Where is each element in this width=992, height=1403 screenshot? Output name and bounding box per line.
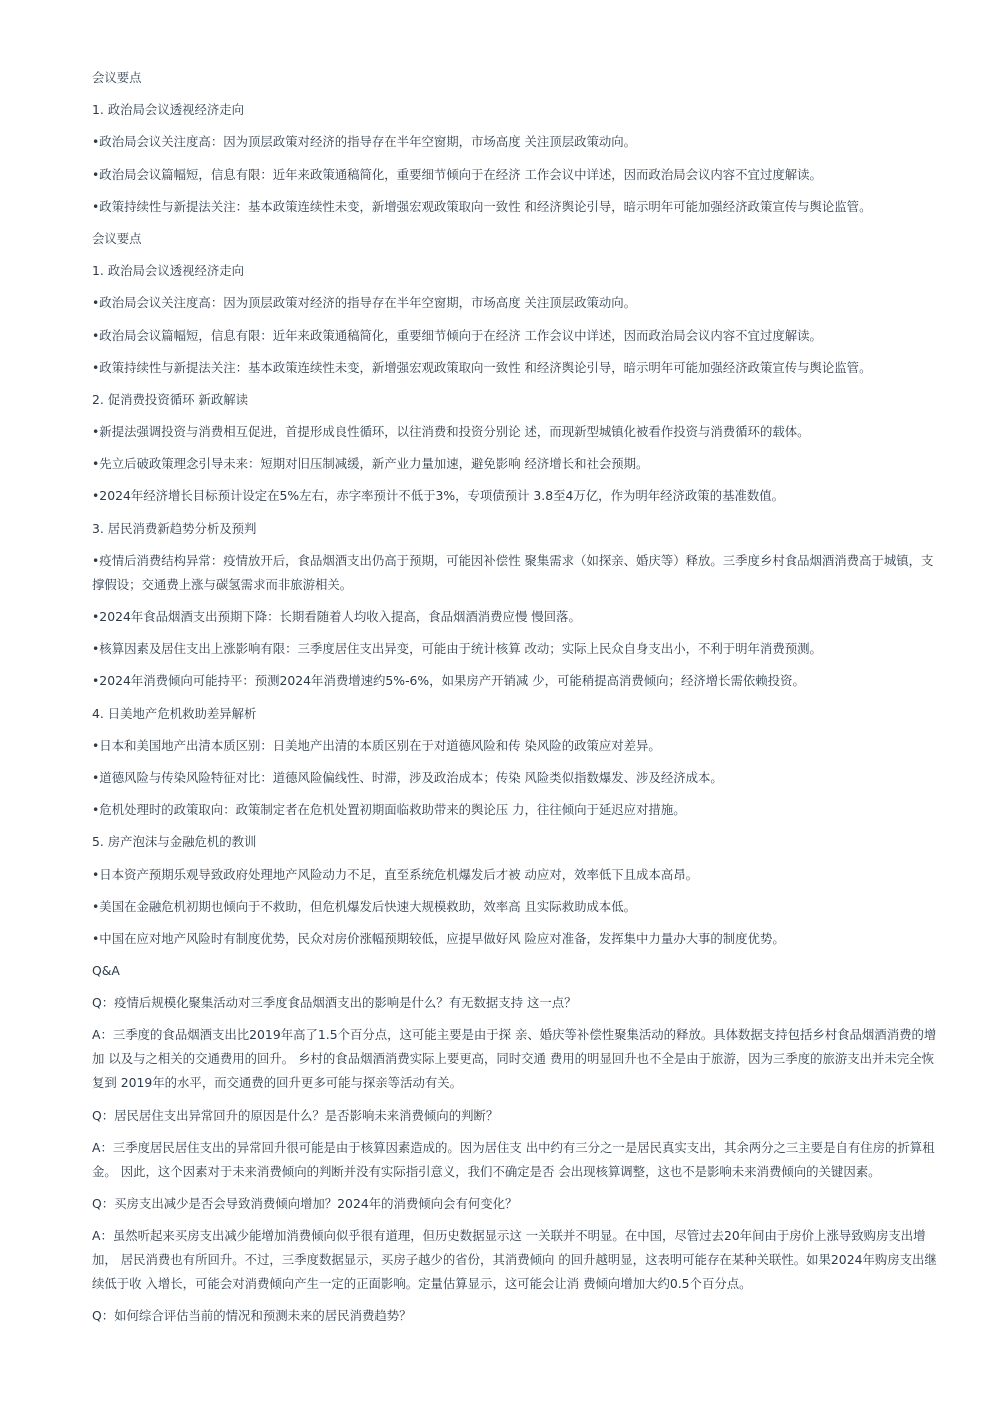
- bullet-item: •政治局会议关注度高：因为顶层政策对经济的指导存在半年空窗期，市场高度 关注顶层政策动向。: [92, 295, 637, 311]
- heading-4: 4. 日美地产危机救助差异解析: [92, 705, 257, 721]
- question: Q：疫情后规模化聚集活动对三季度食品烟酒支出的影响是什么？有无数据支持 这一点？: [92, 995, 577, 1011]
- answer: A：三季度居民居住支出的异常回升很可能是由于核算因素造成的。因为居住支 出中约有三分之一是居民真实支出，其余两分之三主要是自有住房的折算租金。 因此，这个因素对于未来消费倾向的判断并没有实际指引意义，我们不确定是否 会出现核算调整，这也不是影响未来消费倾向的关键因素。: [92, 1139, 935, 1179]
- bullet-item: •政策持续性与新提法关注：基本政策连续性未变，新增强宏观政策取向一致性 和经济舆论引导，暗示明年可能加强经济政策宣传与舆论监管。: [92, 198, 872, 214]
- bullet-item: •2024年消费倾向可能持平：预测2024年消费增速约5%-6%，如果房产开销减 少，可能稍提高消费倾向；经济增长需依赖投资。: [92, 673, 805, 689]
- bullet-item: •政治局会议篇幅短，信息有限：近年来政策通稿简化，重要细节倾向于在经济 工作会议中详述，因而政治局会议内容不宜过度解读。: [92, 166, 822, 182]
- answer: A：虽然听起来买房支出减少能增加消费倾向似乎很有道理，但历史数据显示这 一关联并不明显。在中国，尽管过去20年间由于房价上涨导致购房支出增加， 居民消费也有所回升。不过，三季度数据显示，买房子越少的省份，其消费倾向 的回升越明显，这表明可能存在某种关联性。如果2024年购房支出继续低于收 入增长，可能会对消费倾向产生一定的正面影响。定量估算显示，这可能会让消 费倾向增加大约0.5个百分点。: [92, 1228, 937, 1292]
- bullet-item: •核算因素及居住支出上涨影响有限：三季度居住支出异变，可能由于统计核算 改动；实际上民众自身支出小，不利于明年消费预测。: [92, 641, 822, 657]
- bullet-item: •政治局会议篇幅短，信息有限：近年来政策通稿简化，重要细节倾向于在经济 工作会议中详述，因而政治局会议内容不宜过度解读。: [92, 327, 822, 343]
- heading-1: 1. 政治局会议透视经济走向: [92, 102, 245, 118]
- bullet-item: •日本资产预期乐观导致政府处理地产风险动力不足，直至系统危机爆发后才被 动应对，效率低下且成本高昂。: [92, 866, 698, 882]
- bullet-item: •政策持续性与新提法关注：基本政策连续性未变，新增强宏观政策取向一致性 和经济舆论引导，暗示明年可能加强经济政策宣传与舆论监管。: [92, 359, 872, 375]
- qa-title: Q&A: [92, 963, 120, 979]
- answer: A：三季度的食品烟酒支出比2019年高了1.5个百分点，这可能主要是由于探 亲、婚庆等补偿性聚集活动的释放。具体数据支持包括乡村食品烟酒消费的增加 以及与之相关的交通费用的回升。 乡村的食品烟酒消费实际上要更高，同时交通 费用的明显回升也不全是由于旅游，因为三季度的旅游支出并未完全恢复到 2019年的水平，而交通费的回升更多可能与探亲等活动有关。: [92, 1027, 937, 1091]
- bullet-item: •日本和美国地产出清本质区别：日美地产出清的本质区别在于对道德风险和传 染风险的政策应对差异。: [92, 737, 661, 753]
- bullet-item: •2024年经济增长目标预计设定在5%左右，赤字率预计不低于3%，专项债预计 3.8至4万亿，作为明年经济政策的基准数值。: [92, 488, 785, 504]
- question: Q：买房支出减少是否会导致消费倾向增加？2024年的消费倾向会有何变化？: [92, 1196, 518, 1211]
- question: Q：居民居住支出异常回升的原因是什么？是否影响未来消费倾向的判断？: [92, 1107, 499, 1123]
- heading-2: 2. 促消费投资循环 新政解读: [92, 391, 248, 407]
- heading-1: 1. 政治局会议透视经济走向: [92, 263, 245, 279]
- question: Q：如何综合评估当前的情况和预测未来的居民消费趋势？: [92, 1308, 412, 1324]
- bullet-item: •新提法强调投资与消费相互促进，首提形成良性循环，以往消费和投资分别论 述，而现新型城镇化被看作投资与消费循环的载体。: [92, 424, 810, 440]
- document-body: [92, 66, 944, 1337]
- bullet-item: •中国在应对地产风险时有制度优势，民众对房价涨幅预期较低，应提早做好风 险应对准备，发挥集中力量办大事的制度优势。: [92, 930, 785, 946]
- heading-3: 3. 居民消费新趋势分析及预判: [92, 520, 257, 536]
- bullet-item: •危机处理时的政策取向：政策制定者在危机处置初期面临救助带来的舆论压 力，往往倾向于延迟应对措施。: [92, 802, 686, 818]
- section-title: 会议要点: [92, 70, 142, 85]
- bullet-item: •先立后破政策理念引导未来：短期对旧压制减缓，新产业力量加速，避免影响 经济增长和社会预期。: [92, 456, 649, 472]
- heading-5: 5. 房产泡沫与金融危机的教训: [92, 834, 257, 850]
- bullet-item: •疫情后消费结构异常：疫情放开后，食品烟酒支出仍高于预期，可能因补偿性 聚集需求（如探亲、婚庆等）释放。三季度乡村食品烟酒消费高于城镇，支撑假设；交通费上涨与碳氢需求而非旅游相关。: [92, 552, 934, 592]
- section-title: 会议要点: [92, 230, 142, 246]
- bullet-item: •2024年食品烟酒支出预期下降：长期看随着人均收入提高，食品烟酒消费应慢 慢回落。: [92, 609, 581, 624]
- bullet-item: •道德风险与传染风险特征对比：道德风险偏线性、时滞，涉及政治成本；传染 风险类似指数爆发、涉及经济成本。: [92, 769, 723, 785]
- bullet-item: •美国在金融危机初期也倾向于不救助，但危机爆发后快速大规模救助，效率高 且实际救助成本低。: [92, 898, 637, 914]
- bullet-item: •政治局会议关注度高：因为顶层政策对经济的指导存在半年空窗期，市场高度 关注顶层政策动向。: [92, 134, 637, 150]
